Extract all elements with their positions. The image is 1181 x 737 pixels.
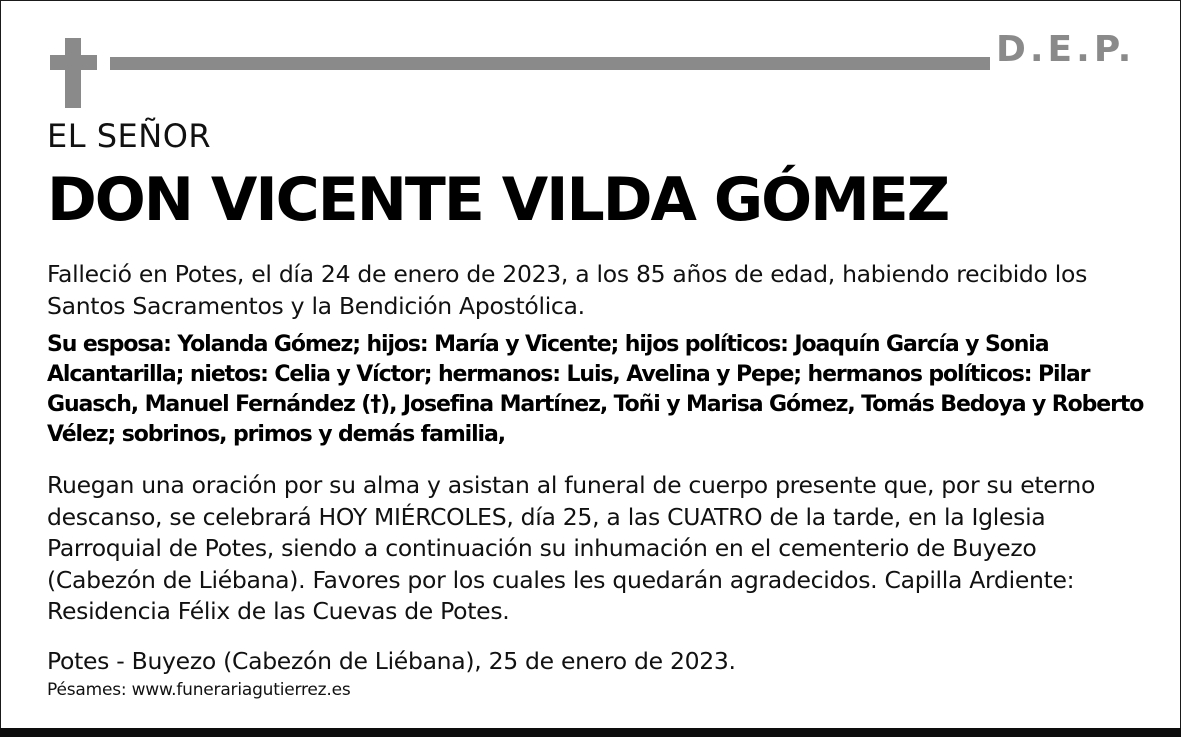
header-rule xyxy=(110,57,990,70)
condolences-link: Pésames: www.funerariagutierrez.es xyxy=(47,680,351,700)
cross-horizontal-bar xyxy=(50,55,97,70)
family-list: Su esposa: Yolanda Gómez; hijos: María y Vicente; hijos políticos: Joaquín García y Sonia Alcantarilla; nietos: Celia y Víctor; hermanos: Luis, Avelina y Pepe; hermanos políticos: Pilar Guasch, Manuel Fernández (†), Josefina Martínez, Toñi y Marisa Gómez, Tomás Bedoya y Roberto Vélez; sobrinos, primos y demás familia, xyxy=(47,332,1144,447)
death-notice: Falleció en Potes, el día 24 de enero de 2023, a los 85 años de edad, habiendo recibido los Santos Sacramentos y la Bendición Apostólica. xyxy=(47,260,1088,320)
bottom-bar xyxy=(0,728,1181,737)
place-date: Potes - Buyezo (Cabezón de Liébana), 25 de enero de 2023. xyxy=(47,647,736,675)
funeral-details: Ruegan una oración por su alma y asistan al funeral de cuerpo presente que, por su eterno descanso, se celebrará HOY MIÉRCOLES, día 25, a las CUATRO de la tarde, en la Iglesia Parroquial de Potes, siendo a continuación su inhumación en el cementerio de Buyezo (Cabezón de Liébana). Favores por los cuales les quedarán agradecidos. Capilla Ardiente: Residencia Félix de las Cuevas de Potes. xyxy=(47,471,1096,625)
salutation: EL SEÑOR xyxy=(47,117,212,155)
deceased-name: DON VICENTE VILDA GÓMEZ xyxy=(47,165,949,235)
cross-vertical-bar xyxy=(65,38,81,108)
dep-label: D.E.P. xyxy=(996,29,1136,70)
